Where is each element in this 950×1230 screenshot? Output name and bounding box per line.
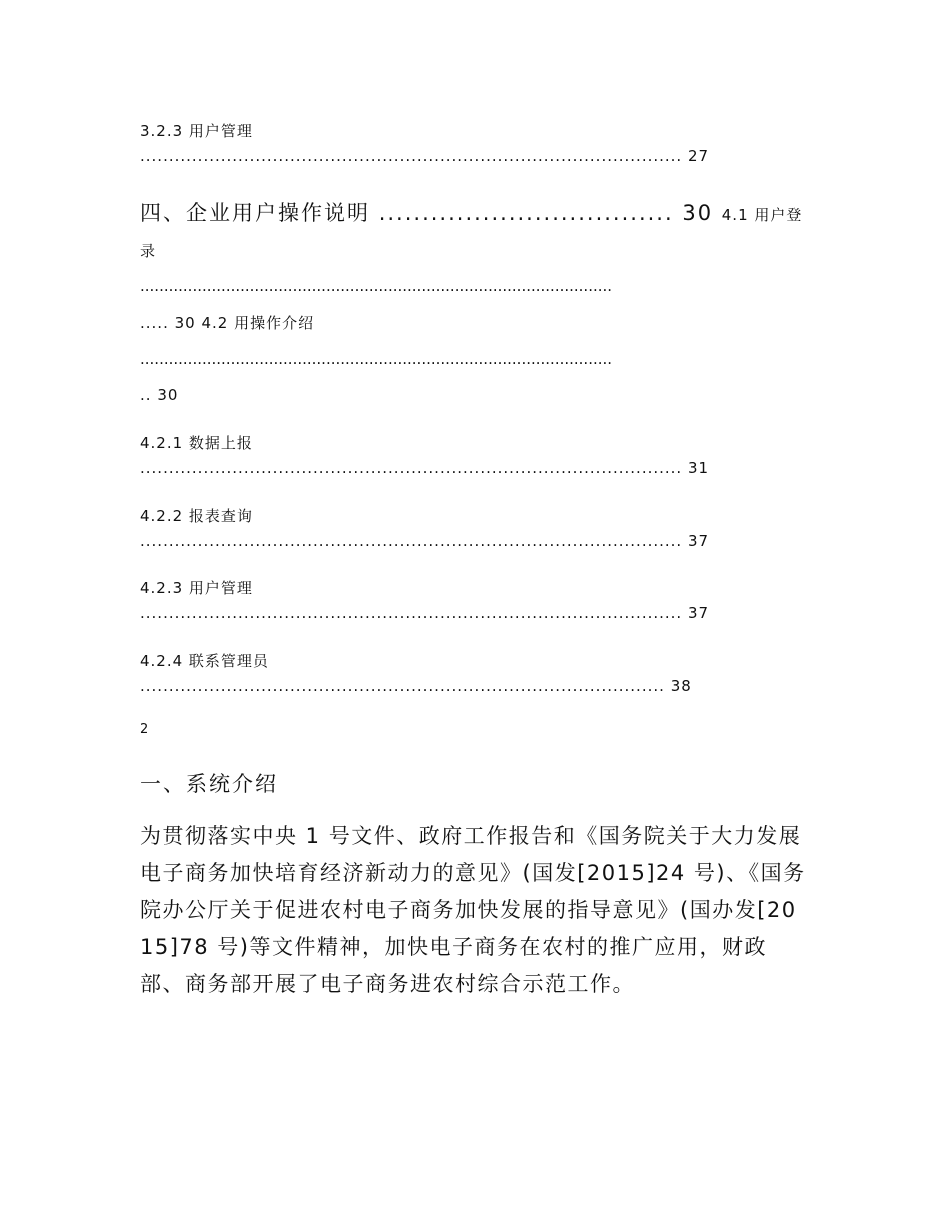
toc-leader-dots: .. — [140, 386, 152, 404]
toc-entry-4-2-3-leader — [140, 604, 709, 622]
toc-entry-3-2-3-leader — [140, 147, 709, 165]
toc-leader-dots: .............................................................................................. — [140, 459, 683, 477]
toc-page-number: 37 — [687, 532, 710, 550]
toc-chapter-4-label: 四、企业用户操作说明 — [140, 201, 370, 225]
toc-entry-3-2-3-label: 3.2.3 用户管理 — [140, 122, 253, 140]
toc-entry-4-2-4-leader — [140, 677, 692, 695]
toc-leader-dots: ........................................................................................... — [140, 677, 665, 695]
toc-page-number: 38 — [670, 677, 692, 695]
toc-leader-dots: .............................................................................................. — [140, 147, 683, 165]
toc-page-number: 30 — [682, 201, 714, 225]
section-paragraph: 为贯彻落实中央 1 号文件、政府工作报告和《国务院关于大力发展电子商务加快培育经济新动力的意见》(国发[2015]24 号)、《国务院办公厅关于促进农村电子商务加快发展的指导意见》(国办发[2015]78 号)等文件精神，加快电子商务在农村的推广应用，财政部、商务部开展了电子商务进农村综合示范工作。 — [140, 824, 806, 996]
toc-leader-dots: .............................................................................................. — [140, 532, 683, 550]
toc-page-number: 30 — [157, 386, 179, 404]
toc-entry-4-2-page — [140, 386, 178, 404]
toc-leader-dots: ..... — [140, 314, 169, 332]
toc-page-number: 31 — [687, 459, 710, 477]
page-number: 2 — [140, 722, 149, 737]
toc-chapter-4 — [140, 197, 802, 227]
toc-entry-4-2-line — [140, 312, 314, 333]
toc-leader-dots: ................................................................................................... — [140, 350, 613, 368]
toc-entry-4-1-label: 4.1 用户登 — [721, 206, 803, 224]
toc-entry-4-2-3-label: 4.2.3 用户管理 — [140, 579, 253, 597]
section-title: 一、系统介绍 — [140, 772, 278, 796]
toc-page-number: 37 — [687, 604, 710, 622]
toc-entry-4-2-2-leader — [140, 532, 709, 550]
toc-entry-4-2-1-leader — [140, 459, 709, 477]
toc-page-number: 27 — [687, 147, 710, 165]
toc-entry-4-2-4-label: 4.2.4 联系管理员 — [140, 652, 269, 670]
toc-leader-dots: .............................................................................................. — [140, 604, 683, 622]
toc-page-number: 30 — [174, 314, 196, 332]
toc-entry-4-1-label-cont: 录 — [140, 242, 157, 260]
toc-entry-4-2-2-label: 4.2.2 报表查询 — [140, 507, 253, 525]
toc-entry-4-2-1-label: 4.2.1 数据上报 — [140, 434, 253, 452]
toc-entry-4-2-label: 4.2 用操作介绍 — [201, 314, 315, 332]
toc-leader-dots: ................................................................................................... — [140, 277, 613, 295]
toc-leader-dots: .................................. — [378, 201, 674, 225]
